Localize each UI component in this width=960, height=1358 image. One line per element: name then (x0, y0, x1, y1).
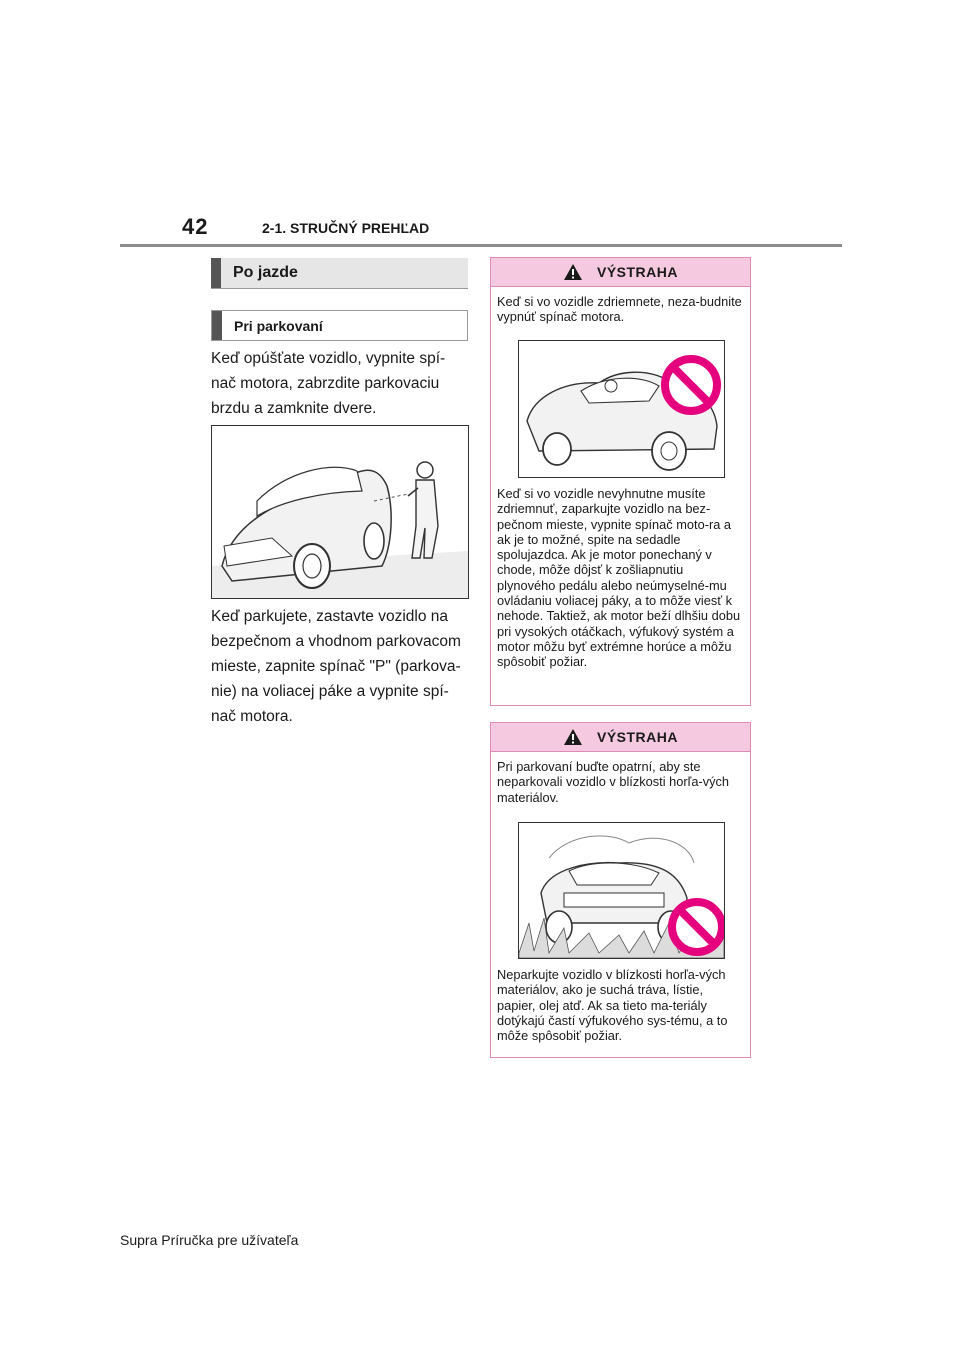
paragraph-leaving-vehicle: Keď opúšťate vozidlo, vypnite spí-nač motora, zabrzdite parkovaciu brzdu a zamknite dvere. (211, 350, 446, 417)
warning-triangle-icon (563, 728, 583, 746)
warning-title: VÝSTRAHA (596, 729, 678, 745)
warning-intro: Keď si vo vozidle zdriemnete, neza-budnite vypnúť spínač motora. (497, 294, 742, 325)
heading-tab (212, 311, 222, 340)
warning-box-flammable (490, 722, 751, 1058)
illustration-parking-on-grass (518, 822, 725, 959)
car-remote-lock-drawing (212, 426, 468, 598)
car-sleeping-drawing (519, 341, 724, 477)
illustration-sleeping-in-car (518, 340, 725, 478)
warning-detail: Neparkujte vozidlo v blízkosti horľa-vých materiálov, ako je suchá tráva, lístie, papier, olej atď. Ak sa tieto ma-teriály dotýkajú častí výfukového sys-tému, a to môže spôsobiť požiar. (497, 967, 728, 1044)
page-number: 42 (182, 214, 209, 239)
chapter-title: 2-1. STRUČNÝ PREHĽAD (262, 220, 430, 236)
subsection-heading-label: Pri parkovaní (234, 317, 323, 334)
heading-tab (211, 258, 221, 288)
paragraph-parking: Keď parkujete, zastavte vozidlo na bezpečnom a vhodnom parkovacom mieste, zapnite spínač "P" (parkova-nie) na voliacej páke a vypnite spí-nač motora. (211, 608, 461, 725)
warning-header (491, 258, 750, 287)
header-rule (120, 244, 842, 247)
car-on-grass-drawing (519, 823, 724, 958)
section-heading-label: Po jazde (233, 264, 298, 281)
footer-manual-title: Supra Príručka pre užívateľa (120, 1232, 299, 1248)
warning-triangle-icon (563, 263, 583, 281)
warning-detail: Keď si vo vozidle nevyhnutne musíte zdriemnuť, zaparkujte vozidlo na bez-pečnom mieste, vypnite spínač moto-ra a ak je to možné, spite na sedadle spolujazdca. Ak je motor ponechaný v chode, môže dôjsť k zošliapnutiu plynového pedálu alebo neúmyselné-mu ovládaniu voliacej páky, a to môže viesť k nehode. Taktiež, ak motor beží dlhšiu dobu pri vysokých otáčkach, výfukový systém a motor môžu byť extrémne horúce a môžu spôsobiť požiar. (497, 486, 741, 670)
subsection-heading (211, 310, 468, 341)
warning-box-engine (490, 257, 751, 706)
warning-header (491, 723, 750, 752)
prohibition-icon (672, 902, 722, 952)
warning-title: VÝSTRAHA (596, 264, 678, 280)
warning-intro: Pri parkovaní buďte opatrní, aby ste neparkovali vozidlo v blízkosti horľa-vých materiálov. (497, 759, 730, 805)
illustration-locking-car (211, 425, 469, 599)
section-heading (211, 258, 468, 289)
prohibition-icon (665, 359, 717, 411)
